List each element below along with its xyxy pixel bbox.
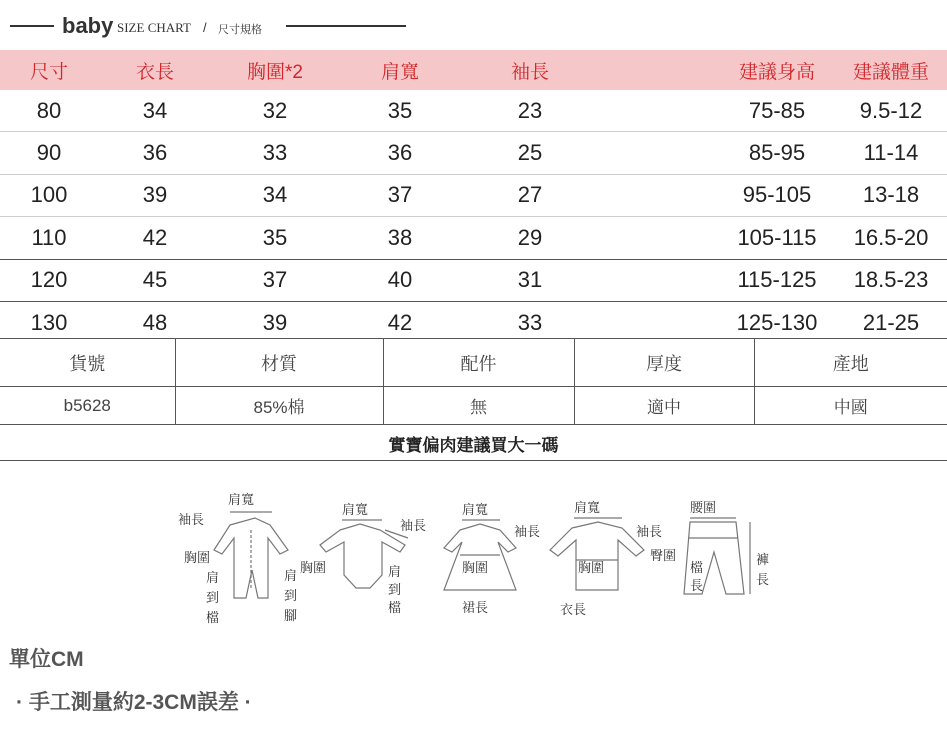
- table-cell: 33: [262, 140, 288, 166]
- info-value-row: [0, 387, 947, 425]
- table-cell: 42: [142, 224, 168, 250]
- table-cell: 25: [517, 140, 543, 166]
- size-table: [0, 50, 947, 343]
- label-top-shoulder: 肩寬: [574, 501, 601, 516]
- table-cell: 125-130: [736, 309, 818, 335]
- table-row: [0, 132, 947, 174]
- table-cell: 27: [517, 182, 543, 208]
- label-bodysuit-shoulder: 肩寬: [342, 503, 369, 518]
- table-row: [0, 260, 947, 302]
- table-cell: 37: [262, 267, 288, 293]
- label-romper-a: 肩: [206, 571, 220, 586]
- info-header-accessory: 配件: [383, 339, 574, 387]
- header-cn-label: 尺寸規格: [218, 24, 262, 36]
- header-rule-left: [10, 25, 54, 27]
- table-row: [0, 90, 947, 132]
- table-cell: 13-18: [862, 182, 920, 208]
- chart-header: [10, 14, 410, 40]
- table-row: [0, 175, 947, 217]
- col-header-height: 建議身高: [738, 61, 815, 83]
- table-cell: 90: [36, 140, 62, 166]
- info-header-origin: 產地: [754, 339, 947, 387]
- label-pants-length-a: 褲: [756, 553, 770, 568]
- info-header-item-no: 貨號: [0, 339, 175, 387]
- table-cell: 85-95: [748, 140, 806, 166]
- label-bodysuit-b: 到: [388, 583, 402, 598]
- col-header-chest: 胸圍*2: [247, 61, 303, 83]
- table-cell: 32: [262, 97, 288, 123]
- table-cell: 23: [517, 97, 543, 123]
- table-cell: 37: [387, 182, 413, 208]
- table-cell: 35: [387, 97, 413, 123]
- info-value-material: 85%棉: [175, 387, 383, 425]
- romper-icon: [214, 512, 288, 598]
- table-cell: 33: [517, 309, 543, 335]
- header-rule-right: [286, 25, 406, 27]
- col-header-weight: 建議體重: [852, 61, 929, 83]
- label-romper-c: 檔: [206, 611, 220, 626]
- label-romper-d: 肩: [284, 569, 298, 584]
- table-cell: 29: [517, 224, 543, 250]
- label-top-chest: 胸圍: [578, 561, 605, 576]
- label-pants-rise-a: 檔: [690, 561, 704, 576]
- table-cell: 38: [387, 224, 413, 250]
- col-header-sleeve: 袖長: [510, 61, 549, 83]
- label-dress-length: 裙長: [462, 601, 489, 616]
- label-romper-f: 腳: [284, 609, 298, 624]
- table-cell: 31: [517, 267, 543, 293]
- info-value-item-no: b5628: [0, 387, 175, 425]
- table-cell: 36: [387, 140, 413, 166]
- label-dress-chest: 胸圍: [462, 561, 489, 576]
- label-top-sleeve-left: 袖長: [514, 525, 541, 540]
- col-header-length: 衣長: [135, 61, 174, 83]
- table-cell: 75-85: [748, 97, 806, 123]
- table-cell: 34: [262, 182, 288, 208]
- label-bodysuit-sleeve: 袖長: [400, 519, 427, 534]
- table-cell: 34: [142, 97, 168, 123]
- info-value-accessory: 無: [383, 387, 574, 425]
- info-header-material: 材質: [175, 339, 383, 387]
- label-pants-rise-b: 長: [690, 579, 704, 594]
- label-top-sleeve-right: 袖長: [636, 525, 663, 540]
- table-cell: 45: [142, 267, 168, 293]
- header-slash: /: [203, 20, 207, 35]
- label-bodysuit-a: 肩: [388, 565, 402, 580]
- info-value-thickness: 適中: [574, 387, 754, 425]
- info-value-origin: 中國: [754, 387, 947, 425]
- error-note: · 手工測量約2-3CM誤差 ·: [16, 691, 252, 714]
- info-header-thickness: 厚度: [574, 339, 754, 387]
- label-pants-waist: 腰圍: [690, 501, 717, 516]
- table-cell: 105-115: [737, 224, 817, 250]
- col-header-shoulder: 肩寬: [380, 61, 419, 83]
- top-icon: [550, 518, 644, 590]
- table-cell: 9.5-12: [859, 97, 923, 123]
- size-advice-note: 實寶偏肉建議買大一碼: [0, 426, 947, 461]
- label-romper-sleeve: 袖長: [178, 513, 205, 528]
- table-cell: 39: [142, 182, 168, 208]
- size-table-header: [0, 50, 947, 90]
- table-row: [0, 217, 947, 259]
- label-romper-e: 到: [284, 589, 298, 604]
- col-header-size: 尺寸: [29, 61, 68, 83]
- product-info-table: [0, 338, 947, 425]
- table-cell: 40: [387, 267, 413, 293]
- label-romper-shoulder: 肩寬: [228, 493, 255, 508]
- info-header-row: [0, 339, 947, 387]
- unit-note: 單位CM: [9, 648, 84, 671]
- table-cell: 18.5-23: [853, 267, 929, 293]
- table-cell: 42: [387, 309, 413, 335]
- table-cell: 115-125: [737, 267, 817, 293]
- table-cell: 80: [36, 97, 62, 123]
- table-cell: 130: [30, 309, 68, 335]
- label-bodysuit-c: 檔: [388, 601, 402, 616]
- dress-icon: [444, 520, 516, 590]
- table-cell: 16.5-20: [853, 224, 929, 250]
- table-cell: 120: [30, 267, 68, 293]
- label-romper-b: 到: [206, 591, 220, 606]
- table-cell: 11-14: [863, 140, 919, 166]
- label-top-length: 衣長: [560, 603, 587, 618]
- header-baby: baby: [62, 13, 114, 38]
- table-cell: 36: [142, 140, 168, 166]
- label-dress-shoulder: 肩寬: [462, 503, 489, 518]
- table-cell: 21-25: [862, 309, 920, 335]
- header-size-chart: SIZE CHART: [117, 20, 191, 35]
- label-bodysuit-chest: 胸圍: [300, 561, 327, 576]
- label-pants-hip: 臀圍: [650, 549, 677, 564]
- table-cell: 39: [262, 309, 288, 335]
- measurement-illustration: [160, 490, 780, 630]
- table-cell: 100: [30, 182, 68, 208]
- label-romper-chest: 胸圍: [184, 551, 211, 566]
- table-cell: 48: [142, 309, 168, 335]
- label-pants-length-b: 長: [756, 573, 770, 588]
- table-cell: 110: [31, 224, 67, 250]
- table-cell: 95-105: [742, 182, 812, 208]
- table-cell: 35: [262, 224, 288, 250]
